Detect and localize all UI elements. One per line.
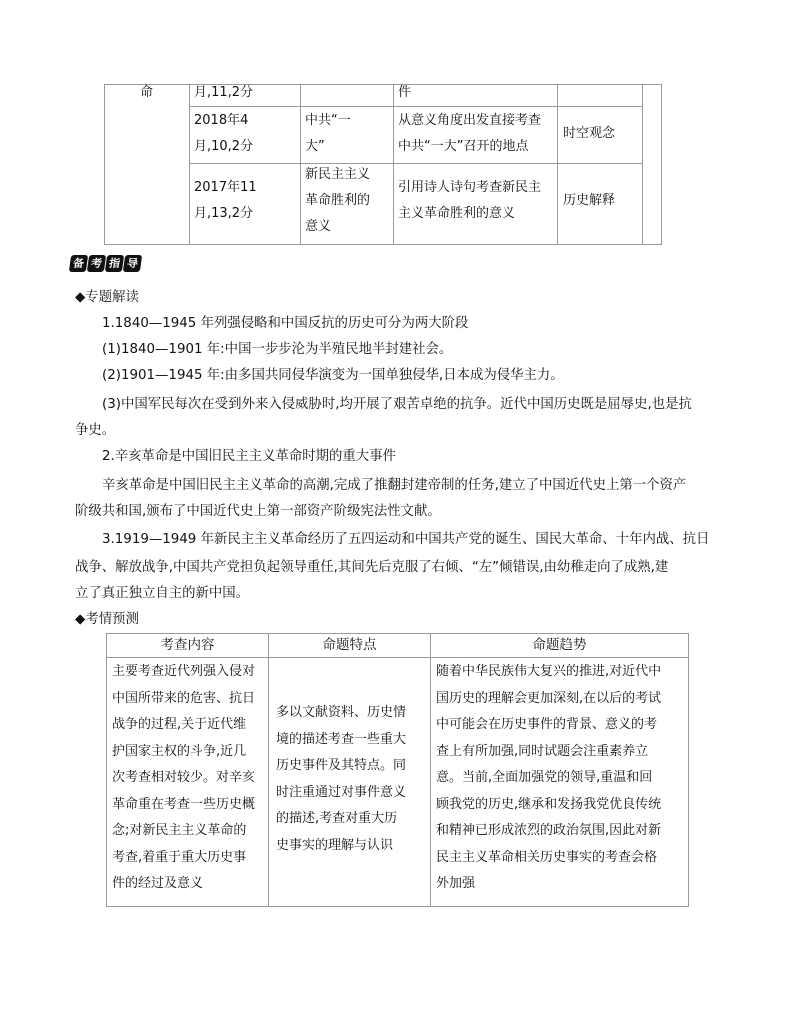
badge-char: 备 (69, 255, 88, 272)
cell-line: 国历史的理解会更加深刻,在以后的考试 (436, 690, 662, 706)
cell-line: 次考查相对较少。对辛亥 (112, 770, 256, 785)
table-header: 命题特点 (322, 637, 377, 653)
exam-guide-badge (70, 255, 142, 275)
cell-line: 和精神已形成浓烈的政治氛围,因此对新 (436, 823, 662, 838)
table-cell-trend (436, 659, 686, 898)
table-cell-content-scope (112, 659, 266, 898)
cell-line: 历史事件及其特点。同 (276, 758, 407, 773)
table-cell-content: 引用诗人诗句考查新民主 主义革命胜利的意义 (398, 180, 542, 221)
paragraph: 辛亥革命是中国旧民主主义革命的高潮,完成了推翻封建帝制的任务,建立了中国近代史上第一个资产 (102, 478, 687, 493)
paragraph: 2.辛亥革命是中国旧民主主义革命时期的重大事件 (102, 449, 396, 464)
table-cell-subject: 命 (140, 85, 154, 100)
cell-line: 中可能会在历史事件的背景、意义的考 (436, 717, 658, 732)
cell-line: 意。当前,全面加强党的领导,重温和回 (436, 770, 653, 785)
badge-char: 指 (105, 255, 124, 272)
cell-line: 主要考查近代列强入侵对 (112, 664, 256, 679)
table-cell-topic: 中共“一 大” (305, 113, 351, 154)
paragraph: 争史。 (75, 423, 116, 438)
cell-line: 护国家主权的斗争,近几 (112, 743, 247, 759)
paragraph: (1)1840—1901 年:中国一步步沦为半殖民地半封建社会。 (102, 342, 453, 357)
table-cell-date: 月,11,2分 (194, 85, 254, 100)
cell-line: 史事实的理解与认识 (276, 837, 394, 853)
paragraph: 阶级共和国,颁布了中国近代史上第一部资产阶级宪法性文献。 (75, 504, 441, 519)
cell-line: 查上有所加强,同时试题会注重素养立 (436, 743, 649, 759)
cell-line: 随着中华民族伟大复兴的推进,对近代中 (436, 664, 662, 679)
table-cell-content: 从意义角度出发直接考查 中共“一大”召开的地点 (398, 113, 542, 154)
table-cell-skill: 历史解释 (563, 193, 616, 208)
table-cell-content: 件 (398, 85, 412, 100)
cell-line: 多以文献资料、历史情 (276, 705, 407, 720)
cell-line: 顾我党的历史,继承和发扬我党优良传统 (436, 796, 662, 812)
cell-line: 境的描述考查一些重大 (276, 731, 407, 747)
table-cell-date: 2018年4 月,10,2分 (194, 113, 254, 154)
cell-line: 革命重在考查一些历史概 (112, 796, 256, 812)
table-cell-question-features (276, 700, 428, 859)
paragraph: 战争、解放战争,中国共产党担负起领导重任,其间先后克服了右倾、“左”倾错误,由幼稚走向了成熟,建 (75, 560, 669, 575)
section-heading-forecast: ◆考情预测 (75, 612, 139, 627)
cell-line: 件的经过及意义 (112, 876, 204, 891)
table-cell-topic: 新民主主义 革命胜利的 意义 (305, 167, 371, 234)
cell-line: 民主主义革命相关历史事实的考查会格 (436, 849, 658, 865)
cell-line: 考查,着重于重大历史事 (112, 849, 247, 865)
cell-line: 战争的过程,关于近代维 (112, 717, 247, 732)
badge-char: 考 (87, 255, 106, 272)
table-cell-skill: 时空观念 (563, 126, 616, 141)
cell-line: 外加强 (436, 876, 476, 891)
paragraph: (3)中国军民每次在受到外来入侵威胁时,均开展了艰苦卓绝的抗争。近代中国历史既是屈辱史,也是抗 (102, 397, 692, 412)
paragraph: (2)1901—1945 年:由多国共同侵华演变为一国单独侵华,日本成为侵华主力。 (102, 368, 564, 383)
table-header: 命题趋势 (532, 637, 587, 653)
cell-line: 的描述,考查对重大历 (276, 811, 398, 826)
table-header: 考查内容 (160, 637, 215, 653)
paragraph: 1.1840—1945 年列强侵略和中国反抗的历史可分为两大阶段 (102, 316, 469, 331)
cell-line: 中国所带来的危害、抗日 (112, 690, 256, 706)
cell-line: 时注重通过对事件意义 (276, 784, 407, 800)
badge-char: 导 (123, 255, 142, 272)
table-cell-date: 2017年11 月,13,2分 (194, 180, 257, 221)
cell-line: 念;对新民主主义革命的 (112, 823, 247, 838)
paragraph: 立了真正独立自主的新中国。 (75, 586, 250, 601)
section-heading-interpretation: ◆专题解读 (75, 290, 139, 305)
paragraph: 3.1919—1949 年新民主主义革命经历了五四运动和中国共产党的诞生、国民大革命、十年内战、抗日 (102, 532, 710, 547)
